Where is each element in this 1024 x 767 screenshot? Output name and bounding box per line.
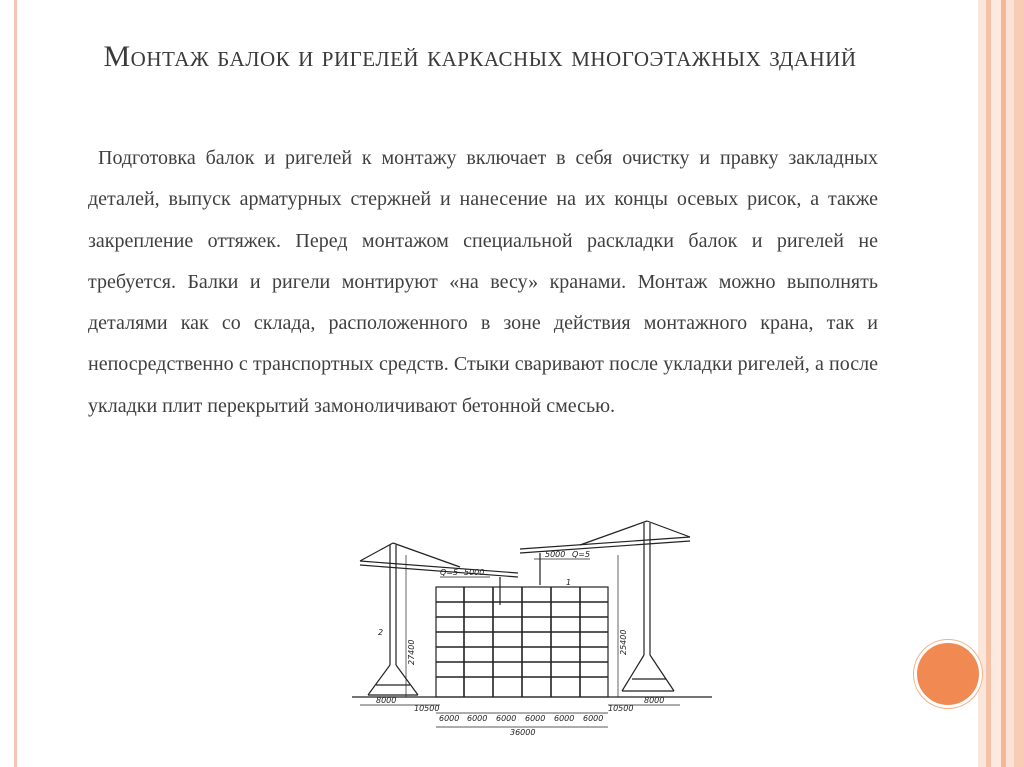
top-right-reach: 5000 [545, 550, 566, 559]
right-decorative-stripes [978, 0, 1024, 767]
right-crane [520, 521, 690, 691]
span-2: 6000 [467, 714, 488, 723]
span-5: 6000 [554, 714, 575, 723]
frame-label: 1 [566, 578, 572, 587]
top-left-load: Q=5 [440, 568, 459, 577]
frame-grid [436, 587, 608, 697]
bottom-left-track: 8000 [376, 696, 397, 705]
bottom-right-offset: 10500 [608, 704, 634, 713]
left-border-line [14, 0, 17, 767]
slide-title: Монтаж балок и ригелей каркасных многоэтажных зданий [103, 40, 857, 73]
top-left-reach: 5000 [464, 568, 485, 577]
body-paragraph: Подготовка балок и ригелей к монтажу включает в себя очистку и правку закладных деталей, выпуск арматурных стержней и нанесение на их концы осевых рисок, а также закрепление оттяжек. Перед монтажом специальной раскладки балок и ригелей не требуется. Балки и ригели монтируют «на весу» кранами. Монтаж можно выполнять деталями как со склада, расположенного в зоне действия монтажного крана, так и непосредственно с транспортных средств. Стыки сваривают после укладки ригелей, а после укладки плит перекрытий замоноличивают бетонной смесью. [88, 147, 878, 417]
left-height: 27400 [407, 639, 416, 665]
span-3: 6000 [496, 714, 517, 723]
crane-installation-diagram [340, 515, 720, 737]
span-1: 6000 [439, 714, 460, 723]
right-height: 25400 [619, 629, 628, 655]
bottom-left-offset: 10500 [414, 704, 440, 713]
crane-label: 2 [378, 628, 384, 637]
bottom-right-track: 8000 [644, 696, 665, 705]
decorative-orange-circle [914, 640, 982, 708]
span-4: 6000 [525, 714, 546, 723]
left-crane [360, 543, 518, 695]
top-right-load: Q=5 [572, 550, 591, 559]
total-width: 36000 [510, 728, 536, 737]
span-6: 6000 [583, 714, 604, 723]
